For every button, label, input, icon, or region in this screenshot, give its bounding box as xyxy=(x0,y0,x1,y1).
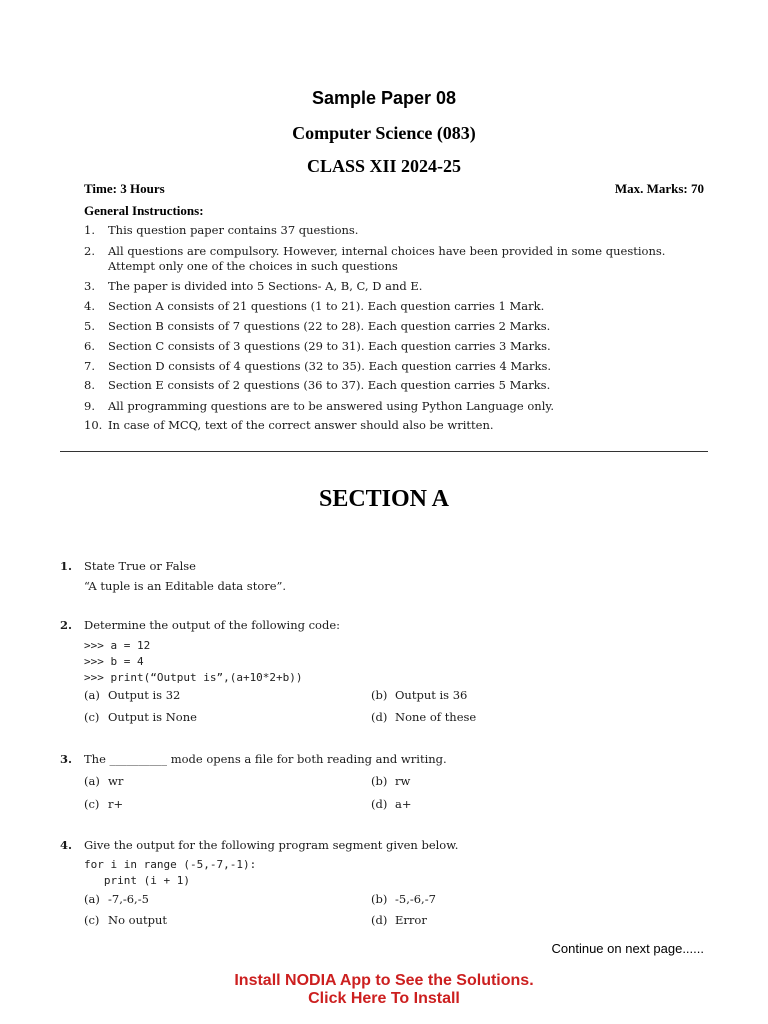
max-marks-label: Max. Marks: 70 xyxy=(614,181,704,196)
instruction-number: 5. xyxy=(84,319,95,333)
option-c: (c) No output xyxy=(84,913,167,927)
instruction-number: 8. xyxy=(84,378,95,392)
click-to-install-link[interactable]: Click Here To Install xyxy=(308,990,460,1007)
instruction-number: 4. xyxy=(84,299,95,313)
question-text: State True or False xyxy=(84,559,196,573)
instruction-text: Section A consists of 21 questions (1 to 21). Each question carries 1 Mark. xyxy=(108,299,545,313)
instruction-item xyxy=(84,359,710,374)
instruction-text: Section D consists of 4 questions (32 to 35). Each question carries 4 Marks. xyxy=(108,359,552,373)
option-b: (b) -5,-6,-7 xyxy=(371,892,436,906)
subject-title: Computer Science (083) xyxy=(292,123,476,143)
instruction-item xyxy=(84,378,710,393)
continue-note: Continue on next page...... xyxy=(551,941,704,956)
question-subtext: “A tuple is an Editable data store”. xyxy=(84,579,287,593)
section-divider xyxy=(60,451,708,452)
code-block: >>> a = 12 >>> b = 4 >>> print(“Output is”,(a+10*2+b)) xyxy=(84,639,303,684)
class-title: CLASS XII 2024-25 xyxy=(306,156,462,176)
instruction-number: 10. xyxy=(84,418,103,432)
instruction-text: In case of MCQ, text of the correct answer should also be written. xyxy=(108,418,494,432)
option-c: (c) Output is None xyxy=(84,710,197,724)
instruction-item xyxy=(84,418,710,433)
instruction-number: 6. xyxy=(84,339,95,353)
question-number: 4. xyxy=(60,838,73,852)
question-text: The __________ mode opens a file for both reading and writing. xyxy=(84,752,447,766)
question-text: Determine the output of the following code: xyxy=(84,618,341,632)
instruction-text: Section C consists of 3 questions (29 to 31). Each question carries 3 Marks. xyxy=(108,339,551,353)
instruction-number: 7. xyxy=(84,359,95,373)
instruction-item xyxy=(84,223,710,238)
instruction-text: All questions are compulsory. However, internal choices have been provided in some questions. Attempt only one of the choices in such questions xyxy=(108,244,666,273)
code-block: for i in range (-5,-7,-1): print (i + 1) xyxy=(84,858,257,887)
instruction-text: Section E consists of 2 questions (36 to 37). Each question carries 5 Marks. xyxy=(108,378,551,392)
instruction-item xyxy=(84,339,710,354)
option-c: (c) r+ xyxy=(84,797,124,811)
option-d: (d) None of these xyxy=(371,710,477,724)
option-a: (a) Output is 32 xyxy=(84,688,181,702)
instruction-item xyxy=(84,299,710,314)
instruction-item xyxy=(84,319,710,334)
section-title: SECTION A xyxy=(318,486,450,512)
instruction-number: 3. xyxy=(84,279,95,293)
install-app-link[interactable]: Install NODIA App to See the Solutions. xyxy=(234,972,534,989)
option-b: (b) rw xyxy=(371,774,411,788)
instruction-item xyxy=(84,279,710,294)
time-label: Time: 3 Hours xyxy=(84,181,165,196)
instruction-item xyxy=(84,244,710,274)
option-d: (d) Error xyxy=(371,913,427,927)
instruction-number: 2. xyxy=(84,244,95,258)
option-b: (b) Output is 36 xyxy=(371,688,468,702)
instruction-number: 9. xyxy=(84,399,95,413)
instruction-number: 1. xyxy=(84,223,95,237)
question-number: 2. xyxy=(60,618,73,632)
option-a: (a) -7,-6,-5 xyxy=(84,892,149,906)
instruction-item xyxy=(84,399,710,414)
instruction-text: This question paper contains 37 questions. xyxy=(108,223,359,237)
paper-title: Sample Paper 08 xyxy=(311,88,457,108)
instruction-text: The paper is divided into 5 Sections- A, B, C, D and E. xyxy=(108,279,423,293)
instructions-heading: General Instructions: xyxy=(84,203,204,218)
option-d: (d) a+ xyxy=(371,797,412,811)
instruction-text: All programming questions are to be answered using Python Language only. xyxy=(108,399,554,413)
question-text: Give the output for the following program segment given below. xyxy=(84,838,459,852)
option-a: (a) wr xyxy=(84,774,124,788)
question-number: 3. xyxy=(60,752,73,766)
instruction-text: Section B consists of 7 questions (22 to 28). Each question carries 2 Marks. xyxy=(108,319,551,333)
question-number: 1. xyxy=(60,559,73,573)
